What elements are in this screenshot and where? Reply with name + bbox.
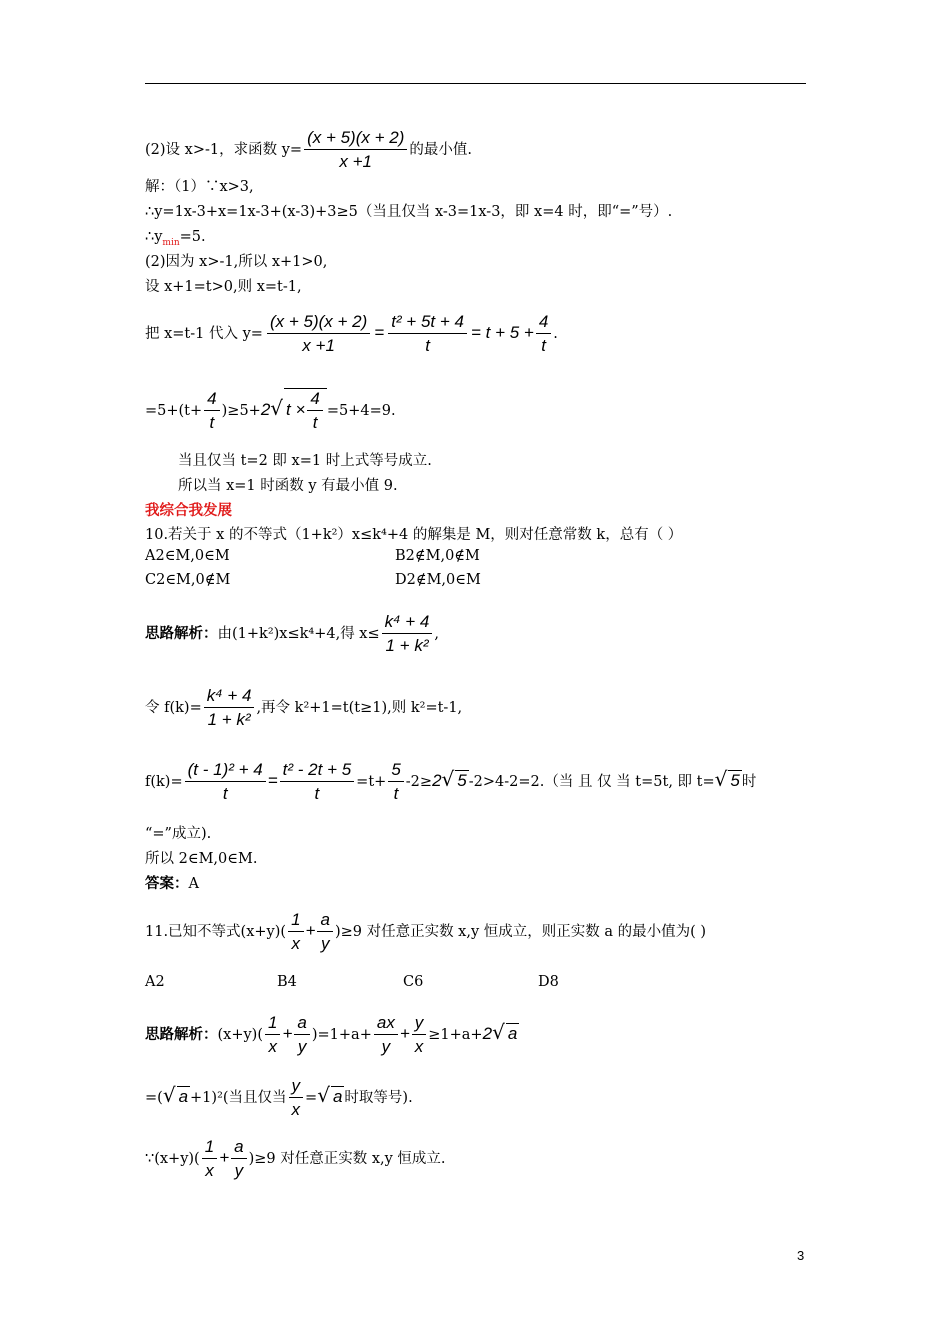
numerator: a: [317, 910, 332, 932]
subscript-min: min: [162, 237, 180, 248]
denominator: x +1: [302, 336, 335, 355]
equals: =: [267, 771, 278, 790]
text: =5.: [179, 229, 206, 245]
radicand: 5: [730, 771, 740, 790]
fraction: [412, 1013, 427, 1057]
text: 11.已知不等式(x+y)(: [145, 924, 287, 940]
text: 时: [741, 774, 757, 790]
plus: +: [282, 1024, 293, 1043]
radical-sign: √: [441, 767, 455, 791]
solution-line-9: 所以当 x=1 时函数 y 有最小值 9.: [178, 478, 398, 494]
fraction: [304, 128, 407, 172]
text: (x+y)(: [217, 1027, 263, 1043]
numerator: (x + 5)(x + 2): [267, 312, 370, 334]
numerator: 1: [265, 1013, 280, 1035]
q10-option-d: D2∉M,0∈M: [395, 572, 481, 588]
text: )≥9 对任意正实数 x,y 恒成立，则正实数 a 的最小值为( ): [334, 924, 707, 940]
fraction: [204, 686, 255, 730]
numerator: 4: [536, 312, 551, 334]
text: =5+4=9.: [326, 403, 396, 419]
radicand: a: [178, 1087, 189, 1106]
denominator: t: [541, 336, 546, 355]
q10-analysis-5: 所以 2∈M,0∈M.: [145, 851, 258, 867]
numerator: a: [294, 1013, 309, 1035]
q11-option-c: C6: [403, 974, 424, 990]
q11-analysis-1: [145, 1013, 519, 1057]
q10-answer: [145, 874, 199, 894]
fraction: [388, 760, 403, 804]
radicand: 5: [457, 771, 467, 790]
fraction: [382, 612, 433, 656]
text: t ×: [286, 400, 306, 419]
numerator: y: [289, 1076, 304, 1098]
numerator: (x + 5)(x + 2): [304, 128, 407, 150]
am-gm-line: [145, 388, 396, 433]
text: -2≥: [405, 774, 433, 790]
denominator: x: [414, 1037, 424, 1056]
text: 把 x=t-1 代入 y=: [145, 326, 263, 342]
q10-stem: 10.若关于 x 的不等式（1+k²）x≤k⁴+4 的解集是 M，则对任意常数 k，总有（ ）: [145, 527, 683, 543]
denominator: x: [291, 1100, 301, 1119]
q10-option-a: A2∈M,0∈M: [145, 548, 230, 564]
q11-option-b: B4: [277, 974, 297, 990]
fraction: [202, 1137, 217, 1181]
text: 的最小值.: [409, 142, 472, 158]
numerator: ax: [374, 1013, 398, 1035]
denominator: t: [209, 413, 215, 432]
numerator: k⁴ + 4: [382, 612, 433, 634]
denominator: y: [381, 1037, 391, 1056]
analysis-label: 思路解析：: [145, 625, 218, 642]
analysis-label: 思路解析：: [145, 1026, 218, 1043]
radicand: [284, 388, 327, 433]
text: ,: [434, 626, 439, 642]
solution-line-1: 解：（1）∵x>3,: [145, 179, 254, 195]
denominator: 1 + k²: [207, 710, 251, 729]
fraction: [374, 1013, 398, 1057]
answer-value: A: [188, 876, 199, 892]
solution-line-8: 当且仅当 t=2 即 x=1 时上式等号成立.: [178, 453, 432, 469]
fraction: [267, 312, 370, 356]
coefficient: 2: [432, 771, 442, 790]
q10-analysis-3: [145, 760, 806, 804]
denominator: t: [312, 413, 318, 432]
text: )≥9 对任意正实数 x,y 恒成立.: [248, 1151, 446, 1167]
answer-label: 答案：: [145, 875, 189, 892]
denominator: t: [393, 784, 399, 803]
q11-analysis-3: [145, 1137, 446, 1181]
denominator: t: [314, 784, 320, 803]
text: f(k)=: [145, 774, 183, 790]
radical-sign: √: [317, 1083, 330, 1107]
denominator: t: [425, 336, 430, 355]
numerator: 5: [388, 760, 403, 782]
solution-line-4: (2)因为 x>-1,所以 x+1>0,: [145, 254, 328, 270]
denominator: x: [291, 934, 301, 953]
denominator: 1 + k²: [385, 636, 429, 655]
equals: =: [305, 1090, 318, 1106]
plus: +: [399, 1024, 410, 1043]
fraction: [288, 910, 303, 954]
q10-option-b: B2∉M,0∉M: [395, 548, 480, 564]
numerator: t² - 2t + 5: [280, 760, 355, 782]
fraction: [307, 389, 322, 433]
q11-stem: [145, 910, 706, 954]
numerator: k⁴ + 4: [204, 686, 255, 708]
q10-analysis-1: [145, 612, 439, 656]
fraction: [185, 760, 266, 804]
q10-option-c: C2∈M,0∉M: [145, 572, 231, 588]
coefficient: 2: [482, 1024, 493, 1043]
text: )=1+a+: [311, 1027, 372, 1043]
q10-analysis-4: “=”成立).: [145, 826, 212, 842]
text: )≥5+: [221, 403, 261, 419]
header-rule: [145, 83, 806, 84]
solution-line-2: ∴y=1x-3+x=1x-3+(x-3)+3≥5（当且仅当 x-3=1x-3，即 x=4 时，即“=”号）.: [145, 204, 673, 220]
radicand: a: [507, 1024, 518, 1043]
q11-option-a: A2: [145, 974, 165, 990]
numerator: 4: [307, 389, 322, 411]
radical-sign: √: [162, 1083, 176, 1107]
text: 令 f(k)=: [145, 700, 202, 716]
fraction: [536, 312, 551, 356]
fraction: [289, 1076, 304, 1120]
fraction: [294, 1013, 309, 1057]
plus: +: [305, 921, 316, 940]
section-title: 我综合我发展: [145, 502, 232, 519]
q10-analysis-2: [145, 686, 462, 730]
text: ≥1+a+: [428, 1027, 483, 1043]
numerator: (t - 1)² + 4: [185, 760, 266, 782]
denominator: t: [222, 784, 228, 803]
radical-sign: √: [492, 1020, 505, 1044]
coefficient: 2: [260, 400, 271, 419]
numerator: a: [231, 1137, 246, 1159]
q11-analysis-2: [145, 1076, 413, 1120]
denominator: x +1: [339, 152, 373, 171]
text: 由(1+k²)x≤k⁴+4,得 x≤: [217, 626, 380, 642]
text: ∴y: [145, 229, 163, 245]
numerator: 1: [288, 910, 303, 932]
text: =t+: [356, 774, 387, 790]
radical-sign: √: [270, 396, 284, 420]
fraction: [231, 1137, 246, 1181]
radicand: a: [332, 1087, 343, 1106]
denominator: y: [320, 934, 330, 953]
numerator: 1: [202, 1137, 217, 1159]
substitution-equation: [145, 312, 558, 356]
fraction: [388, 312, 467, 356]
numerator: 4: [204, 389, 219, 411]
text: =(: [145, 1090, 163, 1106]
text: ,再令 k²+1=t(t≥1),则 k²=t-1,: [256, 700, 463, 716]
fraction: [265, 1013, 280, 1057]
text: ∵(x+y)(: [145, 1151, 200, 1167]
text: =5+(t+: [145, 403, 203, 419]
numerator: t² + 5t + 4: [388, 312, 467, 334]
text: +1)²(当且仅当: [190, 1090, 287, 1106]
text: -2>4-2=2.（当 且 仅 当 t=5t, 即 t=: [468, 774, 715, 790]
radical-sign: √: [714, 767, 728, 791]
fraction: [204, 389, 219, 433]
denominator: x: [268, 1037, 277, 1056]
problem-2-statement: [145, 128, 472, 172]
denominator: y: [234, 1161, 244, 1180]
denominator: x: [205, 1161, 214, 1180]
text: (2)设 x>-1，求函数 y=: [145, 142, 303, 158]
fraction: [317, 910, 332, 954]
q11-option-d: D8: [538, 974, 559, 990]
equals: =: [374, 323, 385, 342]
page-number: 3: [797, 1248, 805, 1263]
plus: +: [219, 1148, 230, 1167]
fraction: [280, 760, 355, 804]
numerator: y: [412, 1013, 427, 1035]
solution-line-5: 设 x+1=t>0,则 x=t-1,: [145, 279, 302, 295]
text: 时取等号).: [344, 1090, 413, 1106]
denominator: y: [297, 1037, 307, 1056]
expression: = t + 5 +: [470, 323, 534, 342]
text: .: [553, 326, 558, 342]
solution-line-3: [145, 227, 206, 253]
